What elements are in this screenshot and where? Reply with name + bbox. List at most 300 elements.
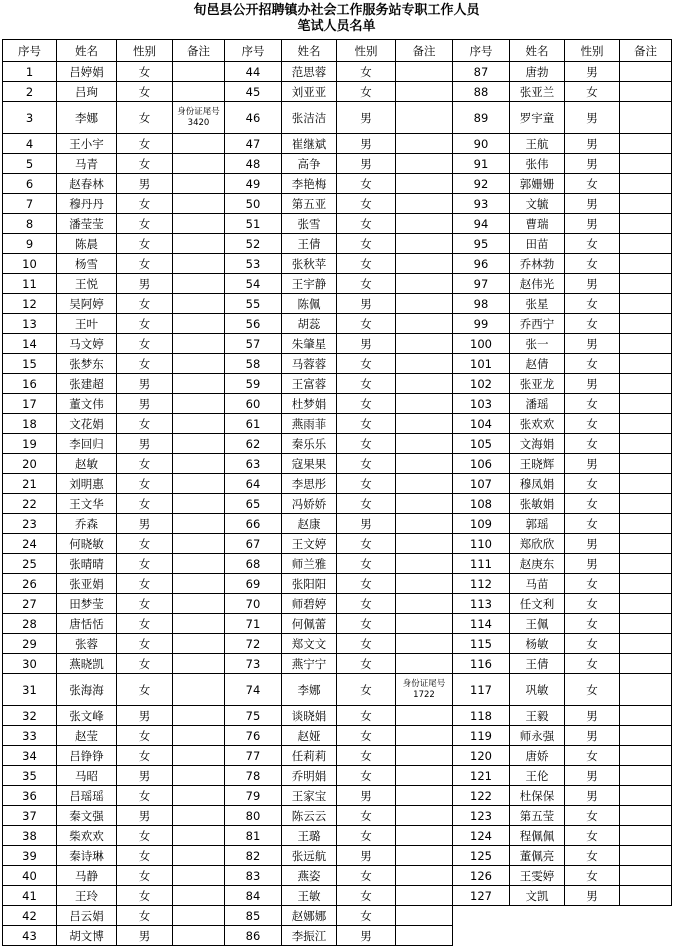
cell-seq: 19 <box>3 434 57 454</box>
header-gender: 性别 <box>565 40 620 62</box>
cell-note <box>620 294 672 314</box>
cell-seq: 126 <box>453 866 510 886</box>
cell-note <box>173 82 225 102</box>
cell-name: 乔林勃 <box>510 254 565 274</box>
cell-seq: 90 <box>453 134 510 154</box>
cell-note <box>173 906 225 926</box>
cell-gender: 男 <box>565 706 620 726</box>
cell-gender: 男 <box>565 454 620 474</box>
cell-seq: 56 <box>225 314 282 334</box>
cell-seq: 96 <box>453 254 510 274</box>
cell-gender: 男 <box>337 134 396 154</box>
cell-seq: 33 <box>3 726 57 746</box>
cell-note <box>396 194 453 214</box>
cell-note <box>173 194 225 214</box>
cell-note <box>620 494 672 514</box>
cell-seq: 87 <box>453 62 510 82</box>
cell-name: 张阳阳 <box>282 574 337 594</box>
cell-name: 唐恬恬 <box>57 614 117 634</box>
cell-gender: 女 <box>117 574 173 594</box>
cell-gender: 男 <box>565 134 620 154</box>
cell-seq: 80 <box>225 806 282 826</box>
cell-seq: 107 <box>453 474 510 494</box>
cell-note <box>396 554 453 574</box>
table-row <box>3 594 672 614</box>
table-row <box>3 62 672 82</box>
cell-note <box>173 534 225 554</box>
cell-name: 张文峰 <box>57 706 117 726</box>
cell-gender: 女 <box>565 494 620 514</box>
cell-name: 郭姗姗 <box>510 174 565 194</box>
cell-note <box>620 274 672 294</box>
cell-note <box>173 554 225 574</box>
cell-seq: 48 <box>225 154 282 174</box>
cell-gender: 女 <box>565 394 620 414</box>
cell-gender: 女 <box>337 314 396 334</box>
cell-name: 杨雪 <box>57 254 117 274</box>
cell-name: 朱肇星 <box>282 334 337 354</box>
cell-seq: 36 <box>3 786 57 806</box>
cell-seq: 78 <box>225 766 282 786</box>
cell-note <box>396 886 453 906</box>
cell-gender: 女 <box>565 634 620 654</box>
cell-name: 李娜 <box>282 674 337 706</box>
cell-seq: 88 <box>453 82 510 102</box>
cell-gender: 女 <box>565 82 620 102</box>
cell-name: 王文华 <box>57 494 117 514</box>
cell-seq: 3 <box>3 102 57 134</box>
cell-name: 张远航 <box>282 846 337 866</box>
cell-gender: 男 <box>337 846 396 866</box>
table-row <box>3 534 672 554</box>
cell-gender: 女 <box>337 674 396 706</box>
cell-name: 王伦 <box>510 766 565 786</box>
cell-name: 赵春林 <box>57 174 117 194</box>
cell-name: 冯娇娇 <box>282 494 337 514</box>
cell-gender: 女 <box>565 674 620 706</box>
table-row <box>3 354 672 374</box>
cell-name: 任莉莉 <box>282 746 337 766</box>
table-row <box>3 746 672 766</box>
cell-gender: 女 <box>337 574 396 594</box>
cell-seq: 123 <box>453 806 510 826</box>
cell-seq: 66 <box>225 514 282 534</box>
cell-name: 赵莹 <box>57 726 117 746</box>
cell-name: 师永强 <box>510 726 565 746</box>
cell-note <box>396 102 453 134</box>
cell-note <box>173 474 225 494</box>
cell-seq: 46 <box>225 102 282 134</box>
table-row <box>3 926 672 946</box>
cell-seq: 108 <box>453 494 510 514</box>
cell-name: 李思彤 <box>282 474 337 494</box>
cell-gender: 女 <box>337 654 396 674</box>
cell-note <box>620 394 672 414</box>
cell-seq: 41 <box>3 886 57 906</box>
cell-note <box>620 554 672 574</box>
cell-seq: 32 <box>3 706 57 726</box>
cell-seq: 30 <box>3 654 57 674</box>
cell-gender: 女 <box>337 274 396 294</box>
table-row <box>3 634 672 654</box>
cell-seq: 13 <box>3 314 57 334</box>
cell-note <box>173 62 225 82</box>
cell-gender: 女 <box>337 374 396 394</box>
cell-note <box>396 82 453 102</box>
cell-gender: 女 <box>565 746 620 766</box>
cell-gender: 男 <box>337 926 396 946</box>
cell-seq: 72 <box>225 634 282 654</box>
table-row <box>3 514 672 534</box>
cell-note <box>396 846 453 866</box>
table-row <box>3 154 672 174</box>
cell-seq: 95 <box>453 234 510 254</box>
cell-note: 身份证尾号1722 <box>396 674 453 706</box>
cell-note <box>396 474 453 494</box>
cell-name: 王文婷 <box>282 534 337 554</box>
cell-note <box>396 294 453 314</box>
header-gender: 性别 <box>337 40 396 62</box>
cell-note <box>620 62 672 82</box>
cell-name: 马苗 <box>510 574 565 594</box>
cell-name: 马青 <box>57 154 117 174</box>
cell-note <box>620 414 672 434</box>
cell-name: 赵倩 <box>510 354 565 374</box>
cell-name: 张敏娟 <box>510 494 565 514</box>
cell-seq: 23 <box>3 514 57 534</box>
cell-name: 王倩 <box>510 654 565 674</box>
table-body <box>3 62 672 946</box>
cell-name: 赵娜娜 <box>282 906 337 926</box>
cell-seq: 18 <box>3 414 57 434</box>
cell-gender: 男 <box>117 174 173 194</box>
header-seq: 序号 <box>225 40 282 62</box>
cell-name: 李娜 <box>57 102 117 134</box>
cell-note <box>620 654 672 674</box>
cell-name: 吴阿婷 <box>57 294 117 314</box>
cell-name: 田苗 <box>510 234 565 254</box>
cell-seq: 11 <box>3 274 57 294</box>
cell-note <box>396 786 453 806</box>
cell-seq: 62 <box>225 434 282 454</box>
table-row <box>3 174 672 194</box>
cell-note <box>396 726 453 746</box>
cell-gender: 女 <box>565 654 620 674</box>
cell-seq: 20 <box>3 454 57 474</box>
page-subtitle: 笔试人员名单 <box>297 19 376 34</box>
cell-gender: 女 <box>117 334 173 354</box>
cell-seq: 2 <box>3 82 57 102</box>
cell-seq: 26 <box>3 574 57 594</box>
cell-seq: 15 <box>3 354 57 374</box>
cell-seq: 82 <box>225 846 282 866</box>
cell-note <box>173 866 225 886</box>
cell-gender: 女 <box>117 474 173 494</box>
cell-name: 王敏 <box>282 886 337 906</box>
cell-note <box>620 514 672 534</box>
cell-seq: 25 <box>3 554 57 574</box>
cell-note <box>173 634 225 654</box>
cell-seq: 24 <box>3 534 57 554</box>
cell-gender: 女 <box>117 314 173 334</box>
cell-gender: 女 <box>337 766 396 786</box>
cell-note <box>620 174 672 194</box>
cell-note <box>620 374 672 394</box>
cell-name: 王璐 <box>282 826 337 846</box>
cell-seq: 61 <box>225 414 282 434</box>
cell-gender: 男 <box>565 274 620 294</box>
cell-gender: 女 <box>565 806 620 826</box>
cell-gender: 女 <box>337 806 396 826</box>
cell-name: 马蓉蓉 <box>282 354 337 374</box>
cell-seq: 6 <box>3 174 57 194</box>
cell-gender: 女 <box>565 314 620 334</box>
cell-note <box>620 474 672 494</box>
cell-name: 任文利 <box>510 594 565 614</box>
cell-gender: 女 <box>117 906 173 926</box>
cell-note <box>620 806 672 826</box>
cell-gender: 男 <box>565 886 620 906</box>
cell-gender: 男 <box>565 194 620 214</box>
cell-name: 胡蕊 <box>282 314 337 334</box>
cell-name: 王毅 <box>510 706 565 726</box>
cell-note <box>620 234 672 254</box>
cell-note <box>396 514 453 534</box>
cell-note <box>620 534 672 554</box>
cell-name: 吕瑶瑶 <box>57 786 117 806</box>
cell-name: 郑文文 <box>282 634 337 654</box>
cell-name: 张欢欢 <box>510 414 565 434</box>
cell-seq: 70 <box>225 594 282 614</box>
cell-gender: 男 <box>117 926 173 946</box>
cell-gender: 女 <box>337 634 396 654</box>
cell-name: 潘莹莹 <box>57 214 117 234</box>
cell-name: 胡文博 <box>57 926 117 946</box>
table-row <box>3 214 672 234</box>
candidate-table <box>2 39 672 946</box>
cell-name: 马昭 <box>57 766 117 786</box>
cell-note <box>396 654 453 674</box>
header-note: 备注 <box>396 40 453 62</box>
cell-gender: 女 <box>117 674 173 706</box>
cell-note <box>396 334 453 354</box>
cell-name: 罗宇童 <box>510 102 565 134</box>
table-row <box>3 102 672 134</box>
cell-seq: 113 <box>453 594 510 614</box>
table-row <box>3 274 672 294</box>
cell-note <box>396 234 453 254</box>
table-row <box>3 134 672 154</box>
header-name: 姓名 <box>510 40 565 62</box>
cell-name: 杨敏 <box>510 634 565 654</box>
cell-gender: 女 <box>117 634 173 654</box>
cell-name: 李回归 <box>57 434 117 454</box>
cell-seq: 47 <box>225 134 282 154</box>
cell-seq: 122 <box>453 786 510 806</box>
cell-seq: 31 <box>3 674 57 706</box>
cell-name: 陈晨 <box>57 234 117 254</box>
cell-gender: 男 <box>565 102 620 134</box>
cell-note <box>620 846 672 866</box>
cell-gender: 女 <box>117 594 173 614</box>
cell-seq: 42 <box>3 906 57 926</box>
table-row <box>3 414 672 434</box>
cell-name: 杜保保 <box>510 786 565 806</box>
cell-note <box>173 766 225 786</box>
cell-note <box>620 634 672 654</box>
cell-gender: 男 <box>565 154 620 174</box>
cell-gender: 女 <box>337 254 396 274</box>
cell-gender: 女 <box>337 214 396 234</box>
cell-gender: 男 <box>565 62 620 82</box>
empty-cell <box>453 926 672 946</box>
cell-name: 张梦东 <box>57 354 117 374</box>
cell-note <box>620 674 672 706</box>
cell-note <box>396 634 453 654</box>
cell-note <box>173 746 225 766</box>
cell-seq: 112 <box>453 574 510 594</box>
table-row <box>3 806 672 826</box>
cell-note <box>396 806 453 826</box>
cell-note <box>396 574 453 594</box>
cell-seq: 75 <box>225 706 282 726</box>
cell-gender: 女 <box>337 454 396 474</box>
cell-note <box>396 614 453 634</box>
table-row <box>3 494 672 514</box>
cell-name: 穆丹丹 <box>57 194 117 214</box>
cell-gender: 女 <box>337 414 396 434</box>
cell-seq: 14 <box>3 334 57 354</box>
cell-note <box>173 434 225 454</box>
cell-note <box>173 826 225 846</box>
cell-seq: 91 <box>453 154 510 174</box>
cell-seq: 102 <box>453 374 510 394</box>
cell-name: 王悦 <box>57 274 117 294</box>
header-name: 姓名 <box>282 40 337 62</box>
cell-note <box>173 786 225 806</box>
cell-name: 郑欣欣 <box>510 534 565 554</box>
cell-note <box>396 594 453 614</box>
table-row <box>3 706 672 726</box>
header-gender: 性别 <box>117 40 173 62</box>
cell-note <box>620 194 672 214</box>
cell-note <box>620 314 672 334</box>
cell-gender: 女 <box>565 354 620 374</box>
cell-note <box>620 766 672 786</box>
cell-note <box>620 594 672 614</box>
cell-gender: 女 <box>565 234 620 254</box>
header-seq: 序号 <box>3 40 57 62</box>
cell-gender: 女 <box>117 886 173 906</box>
cell-seq: 10 <box>3 254 57 274</box>
cell-gender: 女 <box>337 726 396 746</box>
table-row <box>3 906 672 926</box>
cell-gender: 男 <box>117 394 173 414</box>
table-row <box>3 82 672 102</box>
cell-note <box>173 354 225 374</box>
cell-seq: 50 <box>225 194 282 214</box>
cell-seq: 99 <box>453 314 510 334</box>
table-row <box>3 314 672 334</box>
cell-name: 刘亚亚 <box>282 82 337 102</box>
cell-name: 刘明惠 <box>57 474 117 494</box>
cell-note <box>396 214 453 234</box>
cell-gender: 女 <box>565 434 620 454</box>
cell-gender: 女 <box>337 494 396 514</box>
cell-seq: 124 <box>453 826 510 846</box>
header-note: 备注 <box>173 40 225 62</box>
cell-note <box>173 886 225 906</box>
table-row <box>3 194 672 214</box>
cell-name: 穆凤娟 <box>510 474 565 494</box>
cell-note <box>396 494 453 514</box>
cell-seq: 109 <box>453 514 510 534</box>
cell-gender: 女 <box>337 174 396 194</box>
cell-name: 文花娟 <box>57 414 117 434</box>
cell-gender: 女 <box>337 906 396 926</box>
table-row <box>3 334 672 354</box>
cell-seq: 29 <box>3 634 57 654</box>
cell-name: 何佩蕾 <box>282 614 337 634</box>
cell-gender: 男 <box>337 154 396 174</box>
cell-name: 吕婷娟 <box>57 62 117 82</box>
cell-gender: 女 <box>117 654 173 674</box>
cell-note <box>396 134 453 154</box>
cell-seq: 28 <box>3 614 57 634</box>
cell-name: 马静 <box>57 866 117 886</box>
cell-note <box>173 254 225 274</box>
cell-gender: 女 <box>565 474 620 494</box>
cell-note <box>173 654 225 674</box>
cell-seq: 59 <box>225 374 282 394</box>
cell-note <box>173 674 225 706</box>
cell-seq: 1 <box>3 62 57 82</box>
cell-gender: 女 <box>337 866 396 886</box>
cell-note <box>396 906 453 926</box>
cell-note <box>173 134 225 154</box>
cell-note <box>620 826 672 846</box>
cell-seq: 101 <box>453 354 510 374</box>
cell-name: 燕姿 <box>282 866 337 886</box>
cell-note <box>396 394 453 414</box>
cell-name: 王宇静 <box>282 274 337 294</box>
cell-gender: 女 <box>337 62 396 82</box>
cell-seq: 104 <box>453 414 510 434</box>
cell-note <box>173 726 225 746</box>
cell-gender: 男 <box>565 766 620 786</box>
cell-seq: 71 <box>225 614 282 634</box>
table-row <box>3 374 672 394</box>
cell-gender: 女 <box>565 174 620 194</box>
cell-name: 王家宝 <box>282 786 337 806</box>
cell-note <box>620 134 672 154</box>
cell-name: 张晴晴 <box>57 554 117 574</box>
table-row <box>3 866 672 886</box>
cell-name: 王玲 <box>57 886 117 906</box>
cell-name: 何晓敏 <box>57 534 117 554</box>
cell-seq: 74 <box>225 674 282 706</box>
cell-seq: 12 <box>3 294 57 314</box>
cell-name: 赵敏 <box>57 454 117 474</box>
cell-gender: 女 <box>565 294 620 314</box>
cell-note <box>620 454 672 474</box>
cell-note <box>173 374 225 394</box>
cell-note <box>396 866 453 886</box>
cell-seq: 69 <box>225 574 282 594</box>
cell-gender: 女 <box>117 534 173 554</box>
cell-note <box>620 354 672 374</box>
cell-note <box>620 254 672 274</box>
